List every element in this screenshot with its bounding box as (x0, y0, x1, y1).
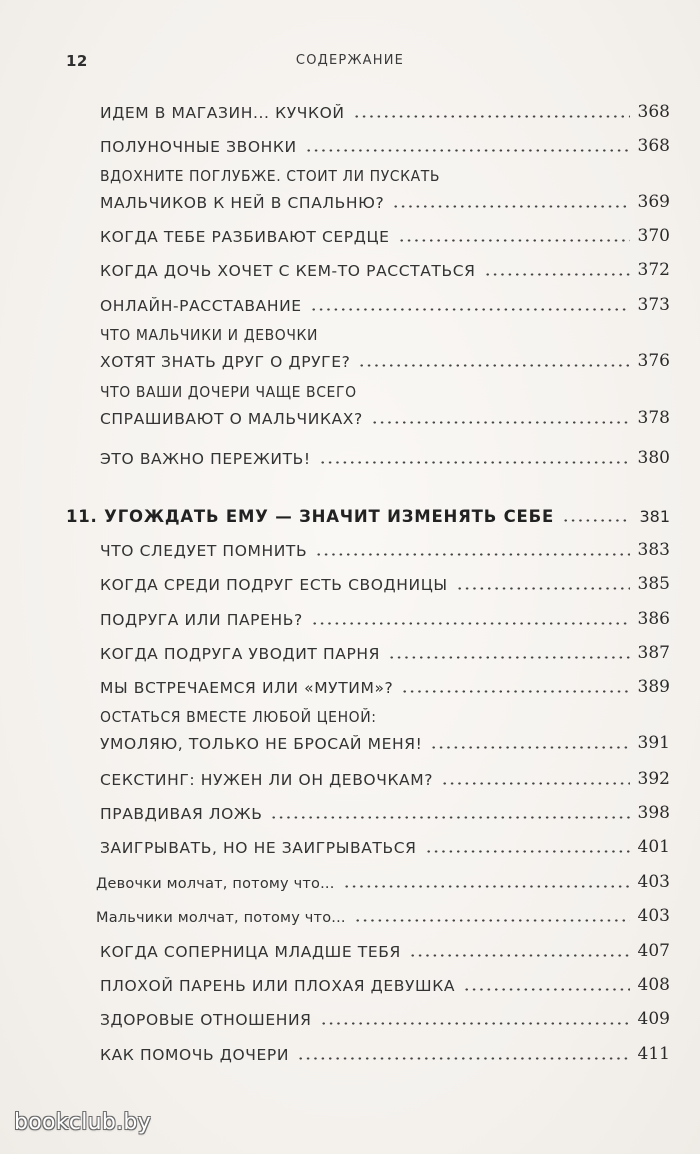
toc-page-number: 381 (639, 507, 670, 526)
toc-entry-title: Мальчики молчат, потому что... (96, 910, 346, 926)
dot-leader (430, 746, 630, 749)
toc-row (66, 870, 670, 892)
toc-page-number: 386 (637, 609, 670, 629)
dot-leader (441, 782, 630, 785)
toc-row (66, 446, 670, 468)
dot-leader (354, 919, 630, 922)
toc-row (66, 224, 670, 246)
toc-entry-title: ЧТО СЛЕДУЕТ ПОМНИТЬ (100, 542, 308, 560)
toc-row (66, 134, 670, 156)
toc-entry-title: 11. УГОЖДАТЬ ЕМУ — ЗНАЧИТ ИЗМЕНЯТЬ СЕБЕ (66, 507, 555, 526)
toc-row (66, 504, 670, 526)
toc-entry-title: ПРАВДИВАЯ ЛОЖЬ (100, 805, 263, 823)
dot-leader (305, 149, 630, 152)
dot-leader (297, 1057, 630, 1060)
dot-leader (398, 239, 631, 242)
toc-page-number: 403 (637, 872, 670, 892)
dot-leader (409, 954, 630, 957)
toc-entry-title: СЕКСТИНГ: НУЖЕН ЛИ ОН ДЕВОЧКАМ? (100, 771, 434, 789)
toc-entry-title: Девочки молчат, потому что... (96, 876, 335, 892)
toc-entry-title: ИДЕМ В МАГАЗИН... КУЧКОЙ (100, 104, 345, 122)
toc-row (66, 641, 670, 663)
toc-row (66, 904, 670, 926)
toc-page-number: 369 (637, 192, 670, 212)
toc-page-number: 409 (637, 1009, 670, 1029)
toc-entry-title: ПОЛУНОЧНЫЕ ЗВОНКИ (100, 138, 297, 156)
toc-entry-title: УМОЛЯЮ, ТОЛЬКО НЕ БРОСАЙ МЕНЯ! (100, 735, 423, 753)
toc-row (66, 406, 670, 428)
toc-entry-title: ПЛОХОЙ ПАРЕНЬ ИЛИ ПЛОХАЯ ДЕВУШКА (100, 977, 456, 995)
toc-page-number: 368 (637, 136, 670, 156)
toc-entry-title: КОГДА СОПЕРНИЦА МЛАДШЕ ТЕБЯ (100, 943, 401, 961)
dot-leader (463, 988, 630, 991)
toc-page-number: 376 (637, 351, 670, 371)
dot-leader (562, 519, 630, 522)
toc-row (66, 973, 670, 995)
toc-entry-title: КАК ПОМОЧЬ ДОЧЕРИ (100, 1046, 290, 1064)
dot-leader (371, 421, 630, 424)
toc-row (66, 572, 670, 594)
running-head: СОДЕРЖАНИЕ (295, 53, 405, 68)
toc-page-number: 401 (637, 837, 670, 857)
toc-entry-title: КОГДА СРЕДИ ПОДРУГ ЕСТЬ СВОДНИЦЫ (100, 576, 448, 594)
toc-row (66, 190, 670, 212)
watermark: bookclub.by (14, 1110, 152, 1135)
dot-leader (315, 553, 630, 556)
toc-row (66, 293, 670, 315)
toc-row (66, 258, 670, 280)
toc-entry-title: КОГДА ТЕБЕ РАЗБИВАЮТ СЕРДЦЕ (100, 228, 390, 246)
toc-page-number: 403 (637, 906, 670, 926)
toc-row (66, 767, 670, 789)
toc-entry-title: КОГДА ДОЧЬ ХОЧЕТ С КЕМ-ТО РАССТАТЬСЯ (100, 262, 476, 280)
dot-leader (392, 205, 630, 208)
dot-leader (358, 364, 630, 367)
toc-page-number: 391 (637, 733, 670, 753)
dot-leader (343, 885, 630, 888)
toc-page-number: 411 (637, 1044, 670, 1064)
toc-row (66, 100, 670, 122)
toc-entry-title-line: ЧТО МАЛЬЧИКИ И ДЕВОЧКИ (100, 326, 319, 344)
dot-leader (353, 115, 630, 118)
dot-leader (401, 690, 630, 693)
toc-entry-title: МАЛЬЧИКОВ К НЕЙ В СПАЛЬНЮ? (100, 194, 385, 212)
toc-entry-title: ХОТЯТ ЗНАТЬ ДРУГ О ДРУГЕ? (100, 353, 351, 371)
dot-leader (456, 587, 630, 590)
toc-row (66, 801, 670, 823)
toc-row (66, 538, 670, 560)
toc-page-number: 383 (637, 540, 670, 560)
dot-leader (319, 461, 630, 464)
toc-page-number: 392 (637, 769, 670, 789)
toc-entry-title: ПОДРУГА ИЛИ ПАРЕНЬ? (100, 611, 303, 629)
toc-row (66, 1042, 670, 1064)
toc-entry-title: ЭТО ВАЖНО ПЕРЕЖИТЬ! (100, 450, 311, 468)
toc-page-number: 378 (637, 408, 670, 428)
toc-row (66, 731, 670, 753)
toc-page-number: 373 (637, 295, 670, 315)
toc-entry-title-line: ЧТО ВАШИ ДОЧЕРИ ЧАЩЕ ВСЕГО (100, 383, 357, 401)
toc-page-number: 407 (637, 941, 670, 961)
page-number: 12 (66, 52, 88, 70)
toc-row (66, 835, 670, 857)
toc-entry-title: МЫ ВСТРЕЧАЕМСЯ ИЛИ «МУТИМ»? (100, 679, 394, 697)
toc-entry-title: ОНЛАЙН-РАССТАВАНИЕ (100, 297, 302, 315)
toc-entry-title: ЗДОРОВЫЕ ОТНОШЕНИЯ (100, 1011, 312, 1029)
toc-page-number: 387 (637, 643, 670, 663)
toc-page-number: 370 (637, 226, 670, 246)
toc-row (66, 349, 670, 371)
dot-leader (310, 308, 630, 311)
toc-entry-title: КОГДА ПОДРУГА УВОДИТ ПАРНЯ (100, 645, 381, 663)
toc-page-number: 408 (637, 975, 670, 995)
dot-leader (425, 850, 630, 853)
toc-entry-title-line: ОСТАТЬСЯ ВМЕСТЕ ЛЮБОЙ ЦЕНОЙ: (100, 708, 377, 726)
dot-leader (311, 622, 630, 625)
toc-entry-title-line: ВДОХНИТЕ ПОГЛУБЖЕ. СТОИТ ЛИ ПУСКАТЬ (100, 167, 441, 185)
toc-page-number: 368 (637, 102, 670, 122)
toc-row (66, 939, 670, 961)
toc-entry-title: ЗАИГРЫВАТЬ, НО НЕ ЗАИГРЫВАТЬСЯ (100, 839, 417, 857)
dot-leader (320, 1022, 630, 1025)
toc-entry-title: СПРАШИВАЮТ О МАЛЬЧИКАХ? (100, 410, 363, 428)
dot-leader (484, 273, 631, 276)
toc-page-number: 372 (637, 260, 670, 280)
toc-row (66, 607, 670, 629)
toc-page-number: 380 (637, 448, 670, 468)
dot-leader (270, 816, 630, 819)
dot-leader (388, 656, 630, 659)
toc-row (66, 675, 670, 697)
toc-page-number: 398 (637, 803, 670, 823)
toc-row (66, 1007, 670, 1029)
toc-page-number: 389 (637, 677, 670, 697)
toc-page-number: 385 (637, 574, 670, 594)
